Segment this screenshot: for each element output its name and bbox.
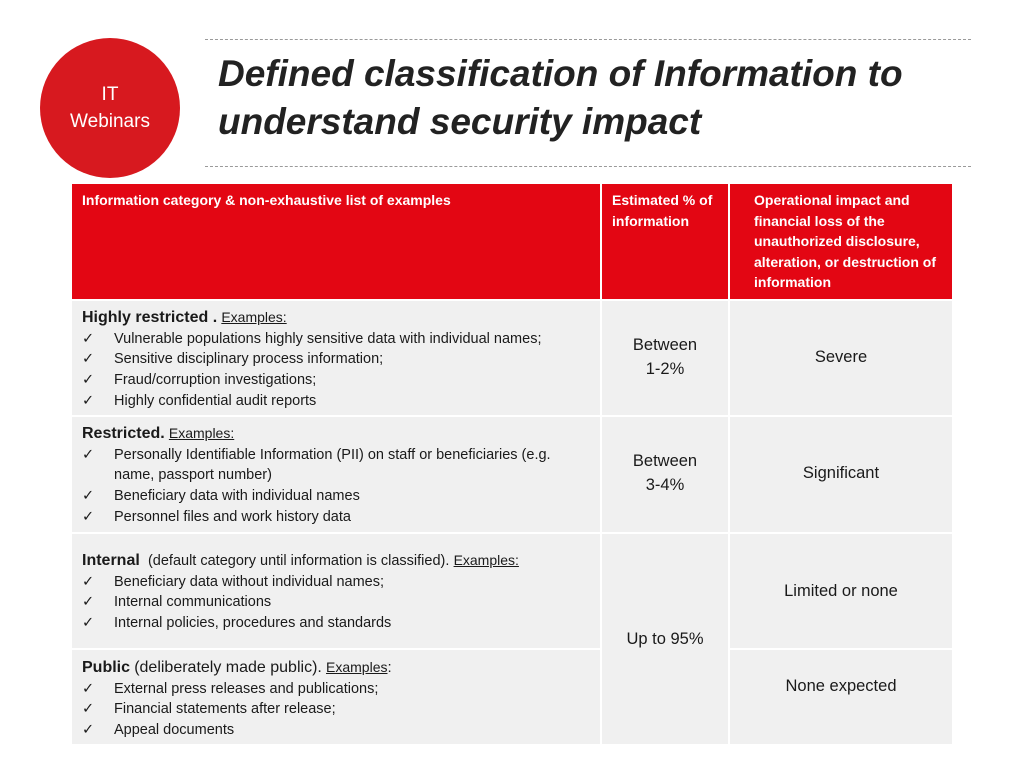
list-item: ✓ Internal communications bbox=[82, 592, 590, 613]
impact-value: Significant bbox=[802, 463, 880, 482]
badge-line-2: Webinars bbox=[70, 111, 150, 132]
check-mark-icon: ✓ bbox=[82, 701, 95, 718]
category-cell bbox=[71, 300, 601, 416]
example-list bbox=[82, 679, 590, 741]
impact-cell bbox=[729, 533, 953, 649]
impact-cell bbox=[729, 649, 953, 745]
example-list bbox=[82, 445, 590, 528]
title-line-2: understand security impact bbox=[218, 101, 702, 142]
examples-label: Examples: bbox=[221, 308, 287, 325]
list-item: ✓ Beneficiary data without individual names; bbox=[82, 572, 590, 593]
table-row bbox=[71, 416, 953, 533]
check-mark-icon: ✓ bbox=[82, 488, 95, 505]
example-list bbox=[82, 329, 590, 412]
check-mark-icon: ✓ bbox=[82, 392, 95, 409]
examples-label: Examples: bbox=[168, 424, 235, 441]
list-item: ✓ Appeal documents bbox=[82, 720, 590, 741]
category-name: Restricted. bbox=[82, 424, 165, 442]
example-list bbox=[82, 572, 590, 634]
list-item: ✓ Financial statements after release; bbox=[82, 699, 590, 720]
check-mark-icon: ✓ bbox=[82, 573, 95, 590]
category-name: Internal bbox=[82, 551, 140, 569]
percent-line-1: Between bbox=[632, 335, 698, 354]
it-webinars-badge bbox=[40, 38, 180, 178]
list-item: ✓ Internal policies, procedures and standards bbox=[82, 613, 590, 634]
category-note: (deliberately made public). bbox=[134, 658, 322, 676]
impact-cell bbox=[729, 416, 953, 533]
percent-value: Up to 95% bbox=[626, 629, 704, 648]
check-mark-icon: ✓ bbox=[82, 509, 95, 526]
check-mark-icon: ✓ bbox=[82, 446, 95, 463]
category-cell bbox=[71, 416, 601, 533]
list-item: ✓ Personally Identifiable Information (PII) on staff or beneficiaries (e.g. name, passport number) bbox=[82, 446, 551, 484]
list-item: ✓ Personnel files and work history data bbox=[82, 507, 590, 528]
category-name: Highly restricted . bbox=[82, 308, 218, 326]
percent-cell bbox=[601, 416, 729, 533]
header-impact: Operational impact and financial loss of the unauthorized disclosure, alteration, or destruction of information bbox=[729, 183, 953, 300]
bottom-divider bbox=[205, 166, 971, 167]
examples-label: Examples bbox=[326, 658, 388, 675]
check-mark-icon: ✓ bbox=[82, 615, 95, 632]
check-mark-icon: ✓ bbox=[82, 680, 95, 697]
category-cell bbox=[71, 533, 601, 649]
examples-label: Examples: bbox=[453, 551, 519, 568]
list-item: ✓ Fraud/corruption investigations; bbox=[82, 370, 590, 391]
category-note: (default category until information is classified). bbox=[147, 552, 450, 569]
list-item: ✓ Highly confidential audit reports bbox=[82, 391, 590, 412]
top-divider bbox=[205, 39, 971, 40]
table-row bbox=[71, 300, 953, 416]
percent-line-2: 1-2% bbox=[645, 359, 685, 378]
check-mark-icon: ✓ bbox=[82, 351, 95, 368]
list-item: ✓ External press releases and publications; bbox=[82, 679, 590, 700]
check-mark-icon: ✓ bbox=[82, 330, 95, 347]
percent-line-1: Between bbox=[632, 451, 698, 470]
table-header-row bbox=[71, 183, 953, 300]
table-row bbox=[71, 533, 953, 649]
title-line-1: Defined classification of Information to bbox=[218, 53, 903, 94]
impact-value: Limited or none bbox=[784, 581, 898, 600]
list-item: ✓ Beneficiary data with individual names bbox=[82, 486, 590, 507]
percent-cell-shared bbox=[601, 533, 729, 745]
check-mark-icon: ✓ bbox=[82, 722, 95, 739]
examples-suffix: : bbox=[387, 658, 392, 676]
badge-line-1: IT bbox=[101, 84, 119, 105]
header-percent: Estimated % of information bbox=[601, 183, 729, 300]
check-mark-icon: ✓ bbox=[82, 594, 95, 611]
impact-value: Severe bbox=[814, 347, 868, 366]
page-title bbox=[218, 50, 978, 146]
impact-cell bbox=[729, 300, 953, 416]
list-item: ✓ Sensitive disciplinary process information; bbox=[82, 349, 590, 370]
percent-cell bbox=[601, 300, 729, 416]
percent-line-2: 3-4% bbox=[645, 475, 685, 494]
category-cell bbox=[71, 649, 601, 745]
list-item: ✓ Vulnerable populations highly sensitive data with individual names; bbox=[82, 329, 590, 350]
table-row bbox=[71, 649, 953, 745]
check-mark-icon: ✓ bbox=[82, 372, 95, 389]
category-name: Public bbox=[82, 658, 131, 676]
header-category: Information category & non-exhaustive list of examples bbox=[71, 183, 601, 300]
impact-value: None expected bbox=[785, 676, 897, 695]
classification-table bbox=[70, 182, 954, 746]
